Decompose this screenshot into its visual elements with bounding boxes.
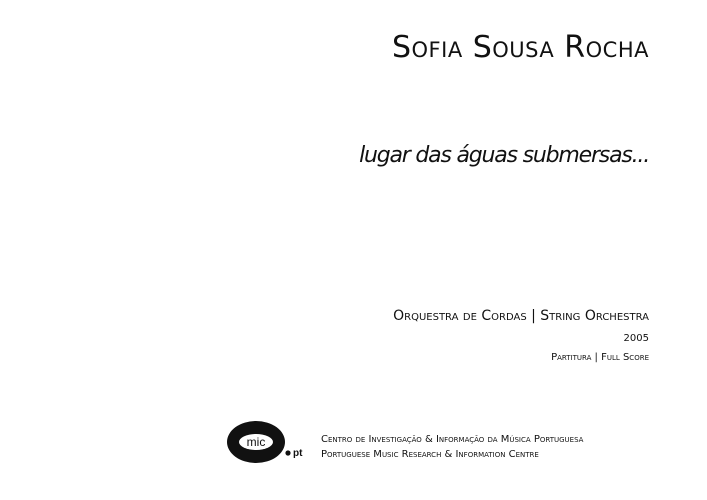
institution-block	[321, 432, 583, 462]
work-title: lugar das águas submersas...	[359, 143, 649, 168]
composer-name: Sofia Sousa Rocha	[391, 30, 649, 65]
score-type: Partitura | Full Score	[551, 352, 649, 363]
logo-dot	[285, 450, 290, 455]
year: 2005	[623, 333, 649, 344]
logo-suffix: pt	[293, 448, 303, 459]
logo-icon	[226, 420, 308, 466]
institution-name-pt: Centro de Investigação & Informação da Música Portuguesa	[321, 434, 584, 445]
logo-text: mic	[246, 435, 266, 449]
institution-name-en: Portuguese Music Research & Information Centre	[321, 449, 539, 460]
mic-pt-logo	[226, 420, 308, 466]
instrumentation: Orquestra de Cordas | String Orchestra	[393, 308, 649, 324]
